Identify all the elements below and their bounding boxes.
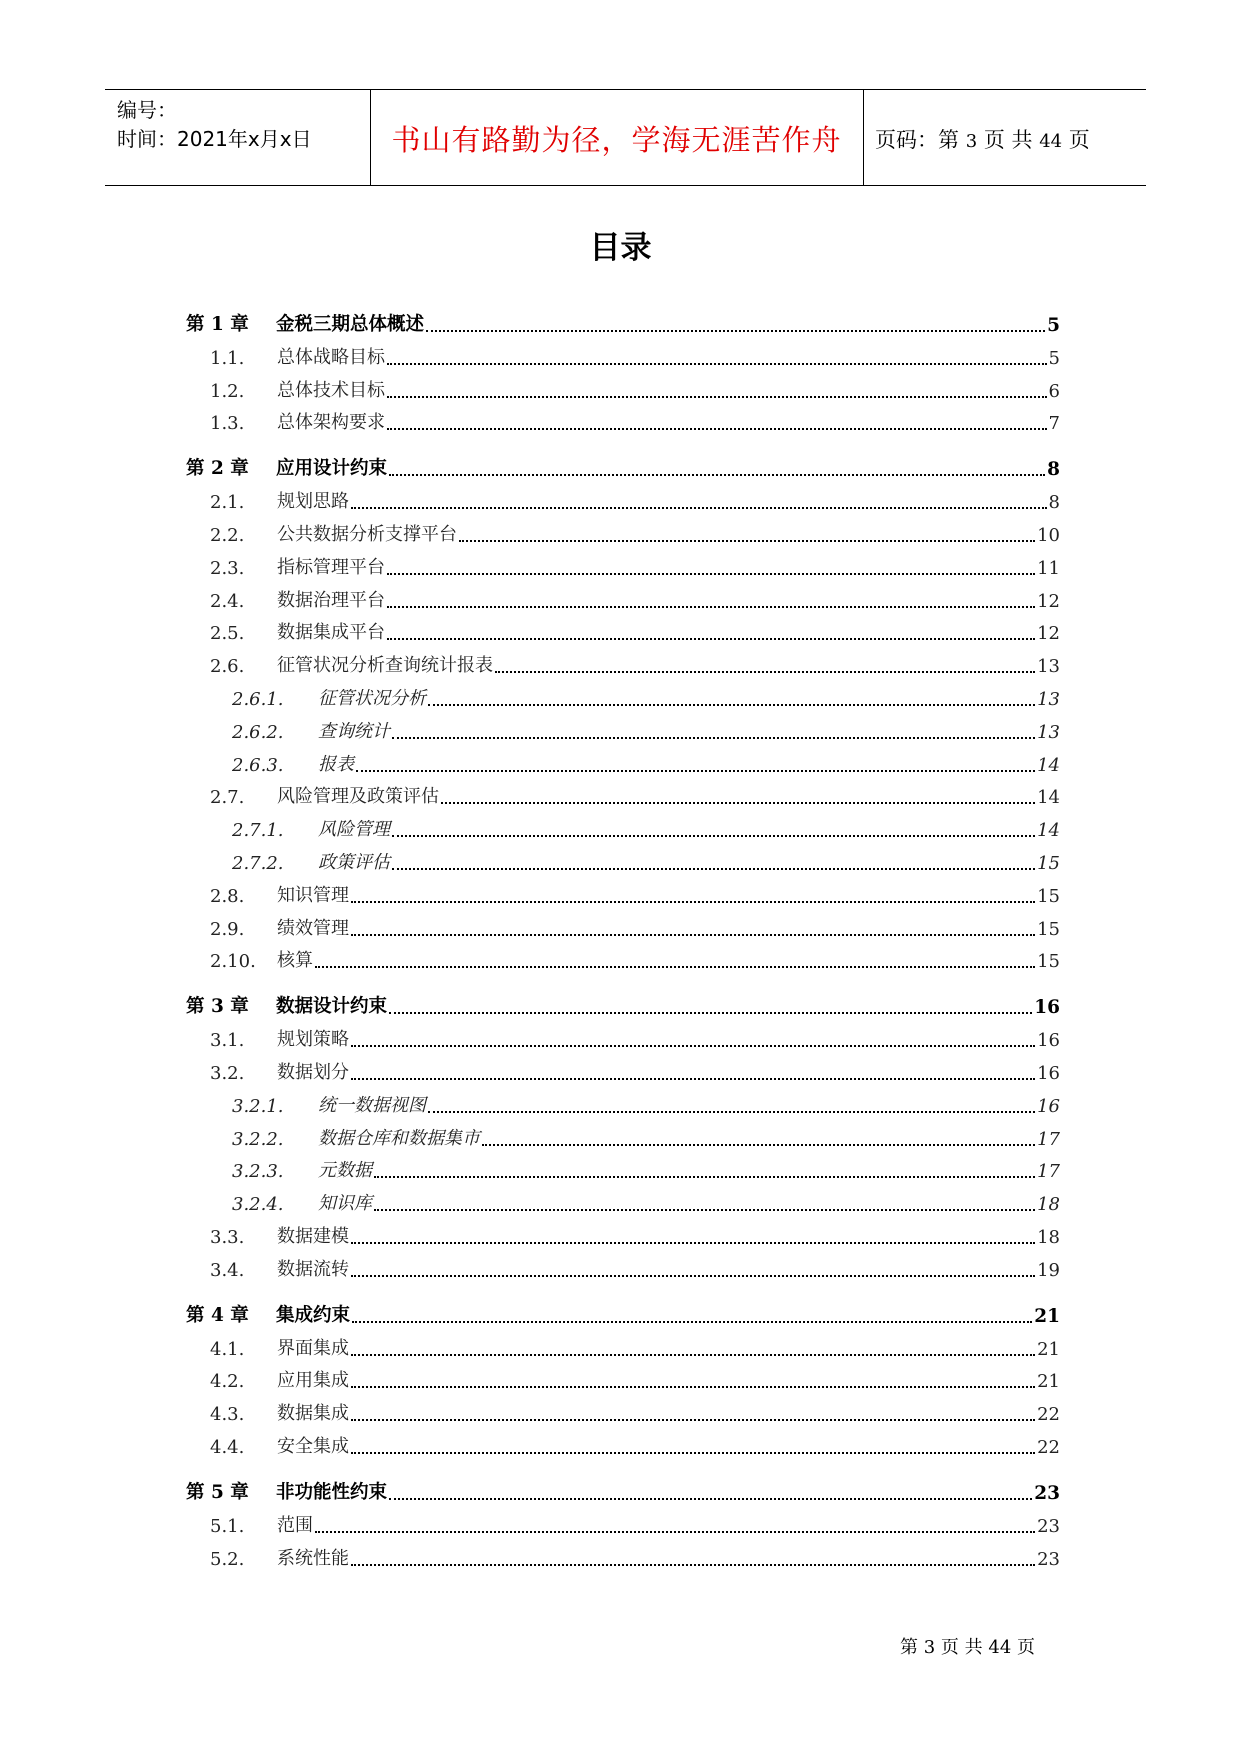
toc-entry-page: 15: [1037, 885, 1060, 907]
header-page-cell: [863, 90, 1146, 185]
toc-entry-page: 15: [1037, 852, 1060, 874]
toc-entry-number: 3.2.: [210, 1062, 245, 1084]
toc-entry-number: 3.2.2.: [232, 1128, 284, 1150]
toc-entry-page: 8: [1048, 492, 1060, 514]
toc-entry-number: 2.7.1.: [232, 820, 284, 842]
toc-entry-section[interactable]: [186, 1504, 1060, 1537]
toc-entry-page: 14: [1037, 820, 1060, 842]
toc-dot-leader: [351, 934, 1035, 936]
toc-entry-number: 第 4 章: [186, 1304, 249, 1326]
toc-entry-title: 应用集成: [277, 1370, 349, 1392]
toc-entry-page: 12: [1037, 623, 1060, 645]
toc-dot-leader: [351, 1242, 1035, 1244]
page-total: 44: [1039, 131, 1063, 152]
toc-entry-title: 数据建模: [277, 1225, 349, 1247]
toc-entry-number: 2.6.1.: [232, 688, 284, 710]
motto: 书山有路勤为径，学海无涯苦作舟: [391, 123, 842, 157]
toc-dot-leader: [495, 671, 1035, 673]
toc-entry-page: 6: [1048, 380, 1060, 402]
toc-entry-section[interactable]: [186, 1537, 1060, 1570]
toc-entry-page: 8: [1047, 459, 1060, 481]
toc-entry-sub[interactable]: [186, 1150, 1060, 1183]
toc-dot-leader: [387, 428, 1047, 430]
toc-entry-number: 3.4.: [210, 1259, 245, 1281]
toc-dot-leader: [392, 835, 1035, 837]
toc-dot-leader: [315, 1531, 1035, 1533]
page-header: [105, 89, 1146, 186]
page-suffix: 页: [1068, 128, 1090, 152]
toc-entry-number: 2.7.: [210, 787, 245, 809]
toc-dot-leader: [351, 1045, 1035, 1047]
toc-entry-title: 政策评估: [318, 851, 390, 873]
page-footer: [900, 1633, 1035, 1659]
toc-entry-page: 16: [1037, 1095, 1060, 1117]
toc-dot-leader: [441, 802, 1035, 804]
toc-entry-sub[interactable]: [186, 841, 1060, 874]
toc-entry-section[interactable]: [186, 776, 1060, 809]
toc-entry-page: 15: [1037, 951, 1060, 973]
toc-entry-page: 10: [1037, 524, 1060, 546]
toc-dot-leader: [356, 770, 1035, 772]
toc-dot-leader: [387, 638, 1035, 640]
toc-entry-title: 知识管理: [277, 884, 349, 906]
toc-entry-section[interactable]: [186, 336, 1060, 369]
toc-dot-leader: [389, 474, 1045, 476]
toc-entry-number: 3.3.: [210, 1226, 245, 1248]
toc-entry-chapter[interactable]: [186, 1281, 1060, 1327]
toc-dot-leader: [387, 573, 1035, 575]
toc-entry-number: 3.2.4.: [232, 1194, 284, 1216]
toc-entry-title: 绩效管理: [277, 917, 349, 939]
toc-entry-number: 5.2.: [210, 1548, 245, 1570]
toc-entry-number: 2.8.: [210, 885, 245, 907]
toc-entry-title: 查询统计: [318, 720, 390, 742]
toc-dot-leader: [392, 868, 1035, 870]
toc-entry-title: 核算: [277, 950, 313, 972]
toc-dot-leader: [351, 1452, 1035, 1454]
toc-entry-number: 第 3 章: [186, 996, 249, 1018]
toc-entry-title: 总体技术目标: [277, 379, 385, 401]
toc-entry-title: 非功能性约束: [276, 1481, 388, 1503]
toc-entry-page: 15: [1037, 918, 1060, 940]
toc-entry-title: 公共数据分析支撑平台: [277, 523, 457, 545]
toc-entry-title: 报表: [318, 753, 354, 775]
toc-entry-section[interactable]: [186, 612, 1060, 645]
header-motto-cell: [370, 90, 864, 185]
toc-entry-page: 16: [1034, 997, 1060, 1019]
toc-entry-section[interactable]: [186, 1327, 1060, 1360]
toc-entry-page: 23: [1037, 1515, 1060, 1537]
toc-entry-title: 金税三期总体概述: [276, 314, 425, 335]
toc-entry-section[interactable]: [186, 1392, 1060, 1425]
toc-entry-number: 2.9.: [210, 918, 245, 940]
toc-entry-page: 7: [1048, 413, 1060, 435]
toc-entry-page: 21: [1037, 1371, 1060, 1393]
toc-dot-leader: [351, 1275, 1035, 1277]
toc-entry-number: 2.6.: [210, 656, 245, 678]
footer-prefix: 第: [900, 1637, 918, 1658]
toc-dot-leader: [351, 507, 1047, 509]
toc-entry-section[interactable]: [186, 1018, 1060, 1051]
toc-entry-page: 22: [1037, 1436, 1060, 1458]
toc-entry-page: 22: [1037, 1404, 1060, 1426]
toc-entry-section[interactable]: [186, 874, 1060, 907]
toc-dot-leader: [389, 1498, 1032, 1500]
toc-title: 目录: [589, 230, 652, 266]
toc-entry-chapter[interactable]: [186, 290, 1060, 336]
toc-dot-leader: [315, 966, 1035, 968]
toc-entry-title: 界面集成: [277, 1337, 349, 1359]
toc-entry-sub[interactable]: [186, 743, 1060, 776]
toc-dot-leader: [374, 1176, 1035, 1178]
toc-entry-number: 4.1.: [210, 1338, 245, 1360]
toc-dot-leader: [389, 1012, 1032, 1014]
toc-dot-leader: [351, 1354, 1035, 1356]
toc-entry-sub[interactable]: [186, 710, 1060, 743]
page-prefix: 页码：第: [875, 128, 959, 152]
toc-dot-leader: [459, 540, 1035, 542]
toc-entry-number: 3.2.3.: [232, 1161, 284, 1183]
toc-dot-leader: [387, 606, 1035, 608]
toc-entry-title: 指标管理平台: [277, 556, 385, 578]
toc-entry-number: 2.10.: [210, 951, 256, 973]
toc-entry-number: 第 1 章: [186, 314, 249, 335]
toc-entry-section[interactable]: [186, 1360, 1060, 1393]
toc-entry-section[interactable]: [186, 402, 1060, 435]
toc-dot-leader: [351, 1419, 1035, 1421]
page-current: 3: [965, 131, 978, 152]
toc-entry-chapter[interactable]: [186, 972, 1060, 1018]
toc-entry-title: 安全集成: [277, 1435, 349, 1457]
toc-entry-title: 规划策略: [277, 1029, 349, 1051]
toc-entry-number: 2.7.2.: [232, 852, 284, 874]
toc-entry-number: 5.1.: [210, 1515, 245, 1537]
toc-entry-page: 19: [1037, 1259, 1060, 1281]
toc-entry-title: 数据集成: [277, 1403, 349, 1425]
toc-entry-title: 范围: [277, 1514, 313, 1536]
toc-entry-page: 11: [1037, 557, 1060, 579]
footer-suffix: 页: [1017, 1637, 1036, 1658]
toc-entry-sub[interactable]: [186, 1117, 1060, 1150]
toc-entry-title: 风险管理: [318, 819, 390, 841]
toc-entry-page: 14: [1037, 787, 1060, 809]
toc-entry-page: 13: [1037, 688, 1060, 710]
toc-entry-number: 4.2.: [210, 1371, 245, 1393]
toc-entry-title: 数据集成平台: [277, 622, 385, 644]
toc-entry-number: 2.6.2.: [232, 721, 284, 743]
footer-current: 3: [923, 1637, 936, 1658]
toc-entry-title: 规划思路: [277, 491, 349, 513]
toc-entry-sub[interactable]: [186, 1084, 1060, 1117]
toc-entry-section[interactable]: [186, 480, 1060, 513]
toc-entry-section[interactable]: [186, 1215, 1060, 1248]
toc-entry-number: 2.3.: [210, 557, 245, 579]
header-page-info: [875, 124, 1090, 154]
toc-entry-page: 17: [1037, 1128, 1060, 1150]
toc-dot-leader: [482, 1144, 1035, 1146]
toc-entry-section[interactable]: [186, 513, 1060, 546]
document-number-label: 编号：: [117, 98, 177, 122]
toc-entry-section[interactable]: [186, 1051, 1060, 1084]
table-of-contents: [186, 290, 1060, 1570]
toc-entry-number: 第 2 章: [186, 458, 249, 480]
toc-entry-section[interactable]: [186, 579, 1060, 612]
toc-entry-page: 18: [1037, 1226, 1060, 1248]
toc-dot-leader: [351, 1564, 1035, 1566]
toc-entry-sub[interactable]: [186, 1182, 1060, 1215]
toc-entry-number: 2.4.: [210, 590, 245, 612]
toc-entry-title: 总体架构要求: [277, 412, 385, 434]
toc-entry-page: 23: [1034, 1482, 1060, 1504]
toc-entry-page: 21: [1037, 1338, 1060, 1360]
toc-entry-page: 5: [1048, 347, 1060, 369]
toc-dot-leader: [392, 737, 1035, 739]
toc-entry-page: 21: [1034, 1305, 1060, 1327]
toc-entry-page: 14: [1037, 754, 1060, 776]
toc-entry-number: 3.1.: [210, 1030, 245, 1052]
toc-dot-leader: [387, 363, 1047, 365]
toc-dot-leader: [351, 1078, 1035, 1080]
toc-entry-title: 数据流转: [277, 1258, 349, 1280]
toc-entry-number: 3.2.1.: [232, 1095, 284, 1117]
toc-entry-page: 5: [1047, 315, 1060, 336]
toc-dot-leader: [351, 901, 1035, 903]
toc-entry-number: 2.1.: [210, 492, 245, 514]
toc-entry-title: 征管状况分析查询统计报表: [277, 655, 493, 677]
toc-entry-number: 1.2.: [210, 380, 245, 402]
toc-entry-page: 16: [1037, 1062, 1060, 1084]
toc-entry-title: 元数据: [318, 1160, 372, 1182]
toc-entry-title: 统一数据视图: [318, 1094, 426, 1116]
toc-entry-title: 集成约束: [276, 1304, 351, 1326]
toc-entry-title: 征管状况分析: [318, 687, 426, 709]
toc-dot-leader: [428, 704, 1035, 706]
toc-dot-leader: [428, 1111, 1035, 1113]
toc-entry-section[interactable]: [186, 546, 1060, 579]
page-mid: 页 共: [983, 128, 1033, 152]
toc-entry-number: 2.2.: [210, 524, 245, 546]
toc-entry-title: 数据划分: [277, 1061, 349, 1083]
toc-entry-title: 总体战略目标: [277, 346, 385, 368]
footer-total: 44: [988, 1637, 1012, 1658]
toc-entry-page: 23: [1037, 1548, 1060, 1570]
document-date: 时间：2021年x月x日: [117, 127, 312, 151]
toc-entry-number: 4.3.: [210, 1404, 245, 1426]
toc-entry-title: 风险管理及政策评估: [277, 786, 439, 808]
toc-dot-leader: [387, 396, 1047, 398]
toc-entry-number: 2.5.: [210, 623, 245, 645]
toc-entry-section[interactable]: [186, 1248, 1060, 1281]
toc-entry-title: 系统性能: [277, 1547, 349, 1569]
toc-entry-title: 知识库: [318, 1193, 372, 1215]
toc-dot-leader: [352, 1321, 1032, 1323]
toc-entry-chapter[interactable]: [186, 1458, 1060, 1504]
toc-dot-leader: [426, 330, 1045, 332]
toc-entry-title: 应用设计约束: [276, 458, 388, 480]
toc-entry-title: 数据治理平台: [277, 589, 385, 611]
toc-entry-number: 1.1.: [210, 347, 245, 369]
toc-entry-section[interactable]: [186, 1425, 1060, 1458]
toc-entry-number: 第 5 章: [186, 1481, 249, 1503]
toc-entry-page: 18: [1037, 1194, 1060, 1216]
header-meta-cell: [105, 90, 371, 185]
toc-entry-title: 数据仓库和数据集市: [318, 1127, 480, 1149]
toc-entry-page: 13: [1037, 721, 1060, 743]
toc-entry-number: 2.6.3.: [232, 754, 284, 776]
toc-entry-sub[interactable]: [186, 808, 1060, 841]
toc-entry-page: 17: [1037, 1161, 1060, 1183]
toc-entry-title: 数据设计约束: [276, 996, 388, 1018]
toc-entry-page: 12: [1037, 590, 1060, 612]
toc-entry-chapter[interactable]: [186, 434, 1060, 480]
footer-mid: 页 共: [940, 1637, 983, 1658]
toc-entry-section[interactable]: [186, 940, 1060, 973]
toc-entry-section[interactable]: [186, 369, 1060, 402]
toc-entry-page: 13: [1037, 656, 1060, 678]
toc-dot-leader: [374, 1209, 1035, 1211]
toc-entry-section[interactable]: [186, 644, 1060, 677]
toc-entry-page: 16: [1037, 1030, 1060, 1052]
toc-dot-leader: [351, 1386, 1035, 1388]
toc-entry-section[interactable]: [186, 907, 1060, 940]
toc-entry-number: 4.4.: [210, 1436, 245, 1458]
toc-entry-number: 1.3.: [210, 413, 245, 435]
toc-entry-sub[interactable]: [186, 677, 1060, 710]
